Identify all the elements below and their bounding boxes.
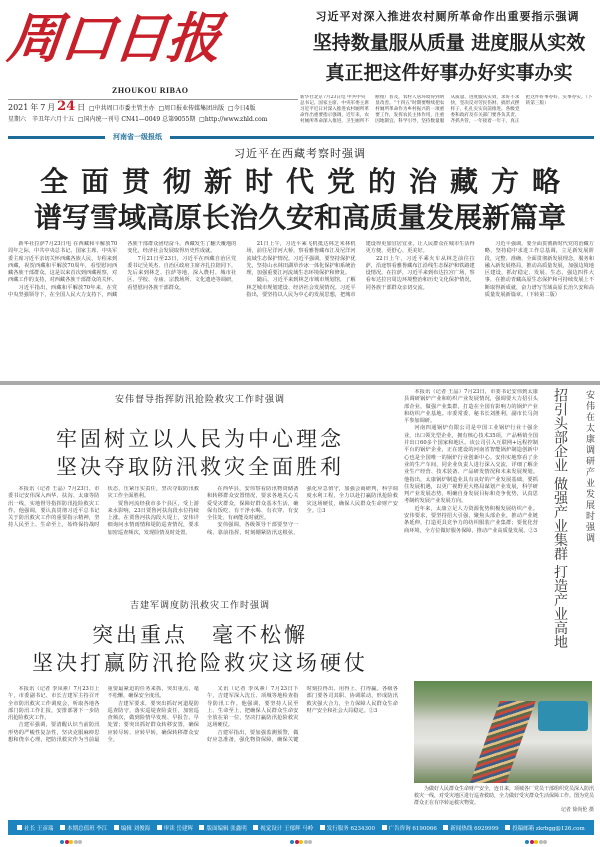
lead-story-body <box>8 241 594 377</box>
paragraph: 习近平强调，要全面贯彻新时代党的治藏方略，坚持稳中求进工作总基调，立足新发展阶段，完整、准确、全面贯彻新发展理念，服务和融入新发展格局，推动高质量发展，加强边境地区建设，抓好稳定、发展、生态、强边四件大事，在推动青藏高原生态保护和可持续发展上不断取得新成就，奋力谱写雪域高原长治久安和高质量发展新篇章。（下转第二版） <box>484 241 594 299</box>
date-day-unit: 日 <box>77 103 86 112</box>
footer-email[interactable]: 投稿邮箱 zkrbgg@126.com <box>505 824 585 832</box>
news-photo <box>414 681 592 783</box>
top-story-kicker: 习近平对深入推进农村厕所革命作出重要指示强调 <box>315 10 580 23</box>
headline-line: 牢固树立以人民为中心理念 <box>56 427 344 451</box>
side-story-headline[interactable]: 招引头部企业 做强产业集群 打造产业高地 <box>552 388 568 649</box>
paragraph: 近年来，太康立足人力资源优势积极发展纺织产业。安伟要求，要坚持招大引强，聚焦头部企业，推动产业链条延伸，打造更具竞争力的纺织服装产业集群；要优化营商环境，全方位做好服务保障，推动产业高质量发展。②3 <box>404 505 538 534</box>
paragraph: 21日上午，习近平乘飞机抵达林芝米林机场，前往尼洋河大桥，察看雅鲁藏布江及尼洋河流域生态保护情况。习近平强调，要坚持保护优先，坚持山水林田湖草沙冰一体化保护和系统治理，加强重要江河流域生态环境保护和修复。 <box>246 241 356 277</box>
top-story-body: 新华社北京7月23日电 中共中央总书记、国家主席、中央军委主席习近平近日对深入推进农村厕所革命作出重要指示强调，近年来，农村厕所革命深入推进，卫生厕所不断推广普及，农村人居环境得到明显改善。“十四五”时期要继续把农村厕所革命作为乡村振兴的一项重要工作，发挥农民主体作用，注重因地制宜、科学引导，坚持数量服从质量、进度服从实效，求好不求快，坚决反对劳民伤财、搞形式摆样子，扎扎实实向前推进。各级党委和政府及有关部门要各负其责、齐抓共管，一年接着一年干，真正把这件好事办好、实事办实。（下转第三版） <box>300 95 593 124</box>
date-month: 7 <box>40 103 46 112</box>
photo-crowd <box>470 701 535 783</box>
footer-item: 编辑 刘俊海 <box>114 824 150 832</box>
photo-stall <box>538 701 588 731</box>
registration-marks-icon <box>525 840 548 846</box>
paragraph: 22日上午，习近平乘火车从林芝前往拉萨，沿途察看雅鲁藏布江沿线生态保护和铁路建设情况。在拉萨，习近平来到布达拉宫广场，察看布达拉宫周边环境整治和历史文化保护情况，同各族干部群众亲切交流。 <box>365 255 475 291</box>
side-story-body <box>404 389 538 675</box>
headline-line: 坚持数量服从质量 进度服从实效 <box>312 32 586 54</box>
page-count: □今日4版 <box>227 105 256 112</box>
website-link[interactable]: □http://www.zhld.com <box>199 116 268 123</box>
logo-text: 周口日报 <box>4 6 224 70</box>
paragraph: 本报讯（记者 王晶）7月23日，市委书记安伟深入西华、扶沟、太康等防汛一线，实地督导指挥防汛抢险救灾工作。他强调，要认真贯彻习近平总书记关于防汛救灾工作的重要指示精神，坚持人民至上、生命至上，始终保持战时状态，压紧压实责任，坚决夺取防汛救灾工作全面胜利。 <box>8 486 199 529</box>
paragraph: 习近平指出，西藏和平解放70年来，在党中央坚强领导下，在全国人民大力支持下，西藏各族干部群众团结奋斗，西藏发生了翻天覆地的变化，经济社会发展取得历史性成就。 <box>8 241 237 299</box>
footer-item: 版面编辑 张鑫明 <box>199 824 246 832</box>
photo-credit: 记者 徐尚伦 摄 <box>560 807 594 813</box>
footer-item: 新闻热线 6929999 <box>443 824 498 832</box>
paragraph: 随后，习近平来到林芝市城市规划馆，了解林芝城市规划建设、经济社会发展情况。习近平指出，要坚持以人民为中心的发展思想，把城市建设得更加宜居宜业，让人民群众在城市生活得更方便、更舒心、更美好。 <box>246 241 475 299</box>
paragraph: 吉建军要求，要突出抓好河道堤防巡查防守，落实巡堤查险责任，加密巡查频次，做到险情早发现、早报告、早处置；要突出抓好群众转移安置，确保应转尽转、应转早转，确保转移群众安全。 <box>107 700 199 744</box>
newspaper-rank-label: 河南省一级报纸 <box>105 130 170 144</box>
caption-text: 为做好人民群众生命财产安全，连日来，项城各厂党员干部组织党员深入防汛救灾一线，对受灾地区进行巡查救助，全力做好受灾群众生活保障工作。图为党员群众正在有序转运救灾物资。 <box>414 786 595 806</box>
second-flood-story-kicker: 吉建军调度防汛救灾工作时强调 <box>129 601 270 611</box>
paragraph: 在西华县，安伟察看防汛物资储备和转移群众安置情况，要求各地关心关爱受灾群众，保障好群众基本生活，确保有饭吃、有干净水喝、有衣穿、有安全住处、有病能及时就医。 <box>207 486 299 522</box>
issue-number: □国内统一刊号 CN41—0049 总第9055期 <box>77 116 196 123</box>
paragraph: 新华社拉萨7月23日电 在西藏和平解放70周年之际，中共中央总书记、国家主席、中央军委主席习近平亲切关怀西藏各族人民，专程来到西藏，祝贺西藏和平解放70周年，看望慰问西藏各族干部群众。这是以来首次到西藏视察，对西藏工作的支持，对西藏各族干部群众的关怀。 <box>8 241 118 284</box>
second-flood-story-body <box>8 686 398 805</box>
section-divider <box>0 381 600 385</box>
footer-item: 广告咨询 6190066 <box>382 824 437 832</box>
registration-marks-icon <box>60 840 83 846</box>
publisher-info: □周口报业传媒集团出版 <box>158 105 225 112</box>
footer-item: 本期总值班 李江 <box>60 824 107 832</box>
footer-item: 视觉设计 王郁辉 马岭 <box>253 824 313 832</box>
footer-item: 社长 王彦瑞 <box>17 824 53 832</box>
staff-footer <box>8 820 594 835</box>
weekday-lunar: 星期六 辛丑年六月十五 <box>8 116 75 123</box>
dateline <box>8 99 298 124</box>
flood-story-kicker: 安伟督导指挥防汛抢险救灾工作时强调 <box>114 395 285 405</box>
paragraph: 安伟强调，各级领导干部要坚守一线、靠前指挥，时刻绷紧防汛这根弦，强化应急值守，加强会商研判，科学调度水利工程，全力以赴打赢防汛抢险救灾这场硬仗，确保人民群众生命财产安全。②3 <box>207 486 398 536</box>
masthead-divider <box>8 136 594 139</box>
masthead-logo-en: ZHOUKOU RIBAO <box>112 86 189 95</box>
headline-line: 坚决夺取防汛救灾全面胜利 <box>56 455 344 479</box>
top-story-headline[interactable] <box>300 28 598 88</box>
footer-item: 发行服务 6234300 <box>320 824 375 832</box>
paragraph: 河南四通锅炉有限公司是中国工业锅炉行业十强企业，出口领先型企业，拥有核心技术35项，产品畅销全国并出口60多个国家和地区。该公司引入互联网+远程控制平台的锅炉企业，正在建设的河南省智能锅炉制造创新中心也是全国唯一的锅炉行业创新中心。安伟实地察看了企业的生产车间，同企业负责人进行深入交流，详细了解企业生产经营、技术装备、产品研发情况和未来发展规划。他指出，太康锅炉制造业具有良好的产业发展基础，要抓住发展机遇，以更广视野更大格局谋划产业发展，科学研判产业发展态势，明确自身发展目标和竞争优势，认真思考制约发展产业发展方向。 <box>404 425 538 505</box>
publisher-info: □中共周口市委主管主办 <box>88 105 155 112</box>
paragraph: 本报讯（记者 王晶）7月23日，市委书记安伟到太康县调研锅炉产业和纺织产业发展情况，强调要大力招引头部企业，做强产业集群，打造在全国有影响力的锅炉产业和纺织产业基地。市委常委、秘书长刘胜利，副市长马剑平参加调研。 <box>404 389 538 425</box>
photo-caption <box>414 786 594 814</box>
headline-line: 突出重点 毫不松懈 <box>92 623 308 647</box>
masthead-logo <box>5 6 302 70</box>
date-year: 2021 <box>8 103 29 112</box>
paragraph: 7月21日至23日，习近平在西藏自治区党委书记吴英杰、自治区政府主席齐扎拉陪同下，先后来到林芝、拉萨等地，深入農村、城市社区、学校、寺庙、宗教场所、文化遗迹等调研，看望慰问各族干部群众。 <box>127 255 237 291</box>
headline-line: 坚决打赢防汛抢险救灾这场硬仗 <box>32 651 368 675</box>
footer-item: 审读 岳建辉 <box>157 824 193 832</box>
paragraph: 又讯（记者 李凤素）7月23日下午，吉建军深入沈丘、项城等地检查指导防汛工作。他强调，要坚持人民至上、生命至上，把确保人民群众生命安全放在第一位，坚决打赢防汛抢险救灾这场硬仗。 <box>207 686 299 729</box>
date-day: 24 <box>57 99 76 114</box>
second-flood-story-headline[interactable] <box>0 621 400 677</box>
headline-line: 真正把这件好事办好实事办实 <box>325 62 573 84</box>
paragraph: 贾鲁河流经我市多个县区，受上游来水影响，23日贾鲁河扶沟段水位持续上涨。在贾鲁河扶沟段大堤上，安伟详细询问水情雨情和堤防巡查情况，要求加密巡查频次，发现险情及时处置。 <box>107 500 199 536</box>
paragraph: 本报讯（记者 李凤素）7月23日上午，市委副书记、市长吉建军主持召开全市防汛救灾工作调度会，听取各地各部门防汛工作汇报，安排部署下一步防汛抢险救灾工作。 <box>8 686 100 722</box>
headline-line: 全面贯彻新时代党的治藏方略 <box>39 165 573 198</box>
paragraph: 吉建军指出，要加强监测预警，做好应急准备，强化物资保障，确保关键时刻拉得出、用得上、打得赢。各级各部门要各司其职、协调联动，形成防汛救灾强大合力，全力保障人民群众生命财产安全和社会大局稳定。②3 <box>207 686 398 744</box>
flood-story-body <box>8 486 398 577</box>
lead-story-headline[interactable] <box>0 164 600 236</box>
flood-story-headline[interactable] <box>0 425 400 481</box>
date-year-unit: 年 <box>30 103 39 112</box>
lead-story-kicker: 习近平在西藏考察时强调 <box>234 147 366 160</box>
paragraph: 吉建军强调，要清醒认识当前防汛形势的严峻性复杂性，坚决克服麻痹思想和侥幸心理，把防汛救灾作为当前最重要最紧迫的任务来抓，突出重点、毫不松懈，确保安全度汛。 <box>8 686 199 744</box>
headline-line: 谱写雪域高原长治久安和高质量发展新篇章 <box>33 201 566 234</box>
date-month-unit: 月 <box>47 103 56 112</box>
registration-marks-icon <box>290 840 313 846</box>
side-story-kicker: 安伟在太康调研产业发展时强调 <box>584 390 594 544</box>
